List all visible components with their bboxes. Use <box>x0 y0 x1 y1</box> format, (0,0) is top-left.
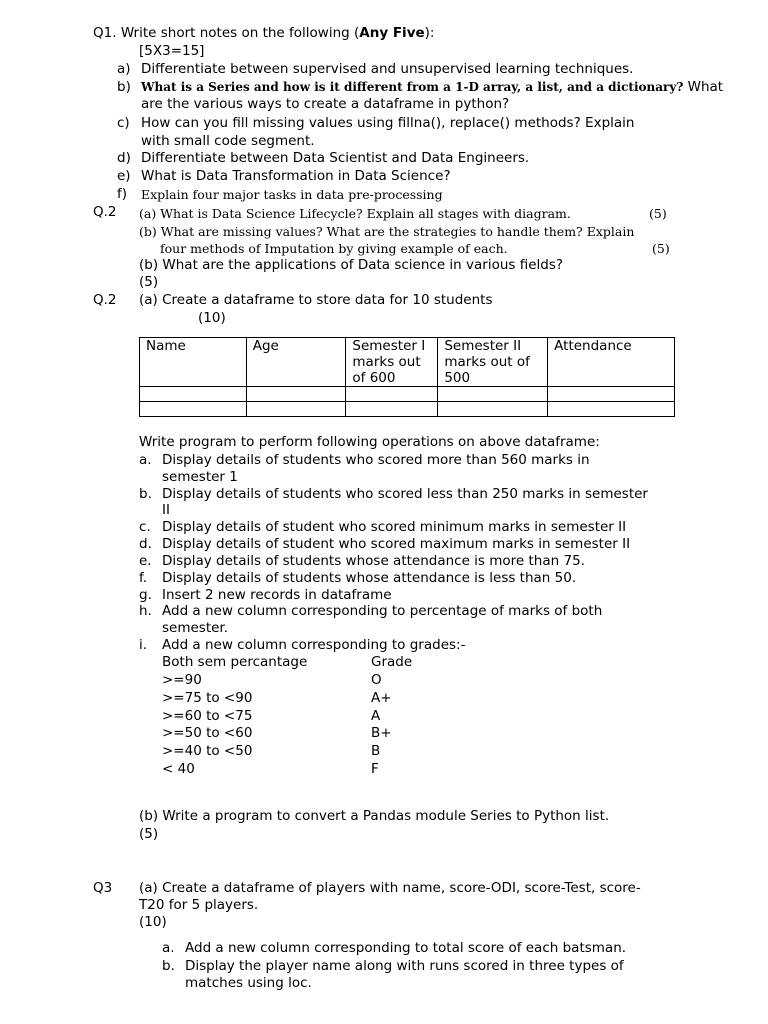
table-header-row <box>140 338 675 387</box>
grade-range: < 40 <box>162 761 195 777</box>
grades-header-range: Both sem percantage <box>162 654 308 670</box>
grade-range: >=90 <box>162 672 202 688</box>
grade-value: F <box>371 761 379 777</box>
q1-item-label: f) <box>117 186 128 202</box>
op-text: Add a new column corresponding to percentage of marks of both <box>162 603 603 619</box>
q1-item-text: How can you fill missing values using fillna(), replace() methods? Explain <box>141 115 635 131</box>
table-header-name: Name <box>140 338 247 387</box>
op-text: semester. <box>162 620 229 636</box>
table-row <box>140 387 675 402</box>
op-label: e. <box>139 553 152 569</box>
op-label: d. <box>139 536 152 552</box>
q3-op-label: a. <box>162 940 175 956</box>
ops-intro: Write program to perform following operations on above dataframe: <box>139 434 600 450</box>
q2a-part-b1: (b) What are missing values? What are the strategies to handle them? Explain <box>139 224 635 239</box>
q3-op-label: b. <box>162 958 175 974</box>
op-label: b. <box>139 486 152 502</box>
q2a-part-b2: (b) What are the applications of Data science in various fields? <box>139 257 564 273</box>
q1-any-five: Any Five <box>359 25 425 41</box>
op-text: Display details of students who scored more than 560 marks in <box>162 452 590 468</box>
grade-range: >=40 to <50 <box>162 743 253 759</box>
table-header-sem1: Semester I marks out of 600 <box>346 338 438 387</box>
op-label: i. <box>139 637 148 653</box>
op-text: Display details of student who scored minimum marks in semester II <box>162 519 627 535</box>
q1-item-text: What is Data Transformation in Data Science? <box>141 168 451 184</box>
op-text: Display details of students whose attendance is more than 75. <box>162 553 585 569</box>
q3-number: Q3 <box>93 880 113 896</box>
op-label: h. <box>139 603 152 619</box>
q2a-part-b1-cont: four methods of Imputation by giving example of each. <box>160 241 508 256</box>
grade-value: A <box>371 708 381 724</box>
q3-op-text: Display the player name along with runs scored in three types of <box>185 958 624 974</box>
op-text: Add a new column corresponding to grades:- <box>162 637 466 653</box>
q1-marks: [5X3=15] <box>139 43 205 59</box>
op-label: g. <box>139 587 152 603</box>
q2a-part-a: (a) What is Data Science Lifecycle? Explain all stages with diagram. <box>139 206 571 221</box>
table-row <box>140 402 675 417</box>
grade-value: O <box>371 672 382 688</box>
student-table <box>139 337 675 417</box>
table-header-age: Age <box>246 338 346 387</box>
q1-item-label: b) <box>117 79 131 95</box>
op-text: Insert 2 new records in dataframe <box>162 587 392 603</box>
grade-value: B <box>371 743 381 759</box>
grade-value: A+ <box>371 690 392 706</box>
q1-intro-end: ): <box>424 25 435 41</box>
q1-item-text: Differentiate between Data Scientist and Data Engineers. <box>141 150 530 166</box>
q2a-part-a-marks: (5) <box>649 206 667 221</box>
q2a-part-b2-marks: (5) <box>139 274 159 290</box>
table-header-attendance: Attendance <box>548 338 675 387</box>
q2b-part-a: (a) Create a dataframe to store data for 10 students <box>139 292 493 308</box>
q3-part-a: (a) Create a dataframe of players with name, score-ODI, score-Test, score- <box>139 880 641 896</box>
q1-item-text: are the various ways to create a dataframe in python? <box>141 96 510 112</box>
q1-item-label: c) <box>117 115 130 131</box>
q1-item-text: with small code segment. <box>141 133 315 149</box>
q1-item-text: Explain four major tasks in data pre-processing <box>141 187 443 202</box>
table-header-sem2: Semester II marks out of 500 <box>438 338 548 387</box>
q2a-part-b1-marks: (5) <box>652 241 670 256</box>
q2b-part-b: (b) Write a program to convert a Pandas module Series to Python list. <box>139 808 610 824</box>
q2b-number: Q.2 <box>93 292 117 308</box>
op-text: semester 1 <box>162 469 238 485</box>
q2a-number: Q.2 <box>93 204 117 220</box>
q2b-part-b-marks: (5) <box>139 826 159 842</box>
q1-item-label: a) <box>117 61 131 77</box>
q1-intro: Write short notes on the following ( <box>120 25 360 41</box>
q3-part-a-cont: T20 for 5 players. <box>139 897 259 913</box>
op-text: Display details of students who scored less than 250 marks in semester <box>162 486 648 502</box>
q3-op-text: Add a new column corresponding to total score of each batsman. <box>185 940 627 956</box>
q1-item-text: Differentiate between supervised and unsupervised learning techniques. <box>141 61 634 77</box>
q1-item-label: d) <box>117 150 131 166</box>
op-text: Display details of student who scored maximum marks in semester II <box>162 536 631 552</box>
q3-part-a-marks: (10) <box>139 914 167 930</box>
grade-range: >=60 to <75 <box>162 708 253 724</box>
op-label: f. <box>139 570 148 586</box>
grade-value: B+ <box>371 725 392 741</box>
grade-range: >=75 to <90 <box>162 690 253 706</box>
grade-range: >=50 to <60 <box>162 725 253 741</box>
q3-op-text: matches using loc. <box>185 975 312 991</box>
q1-number: Q1. <box>93 25 117 41</box>
q1-item-b-rest: What <box>683 79 724 95</box>
op-text: II <box>162 502 170 518</box>
op-label: a. <box>139 452 152 468</box>
q2b-part-a-marks: (10) <box>198 310 226 326</box>
op-text: Display details of students whose attendance is less than 50. <box>162 570 577 586</box>
q1-item-label: e) <box>117 168 131 184</box>
q1-heading <box>93 25 434 42</box>
q1-item-b-bold: What is a Series and how is it different from a 1-D array, a list, and a dictionary? <box>141 80 684 94</box>
op-label: c. <box>139 519 151 535</box>
q1-item-text <box>141 79 723 96</box>
grades-header-grade: Grade <box>371 654 413 670</box>
